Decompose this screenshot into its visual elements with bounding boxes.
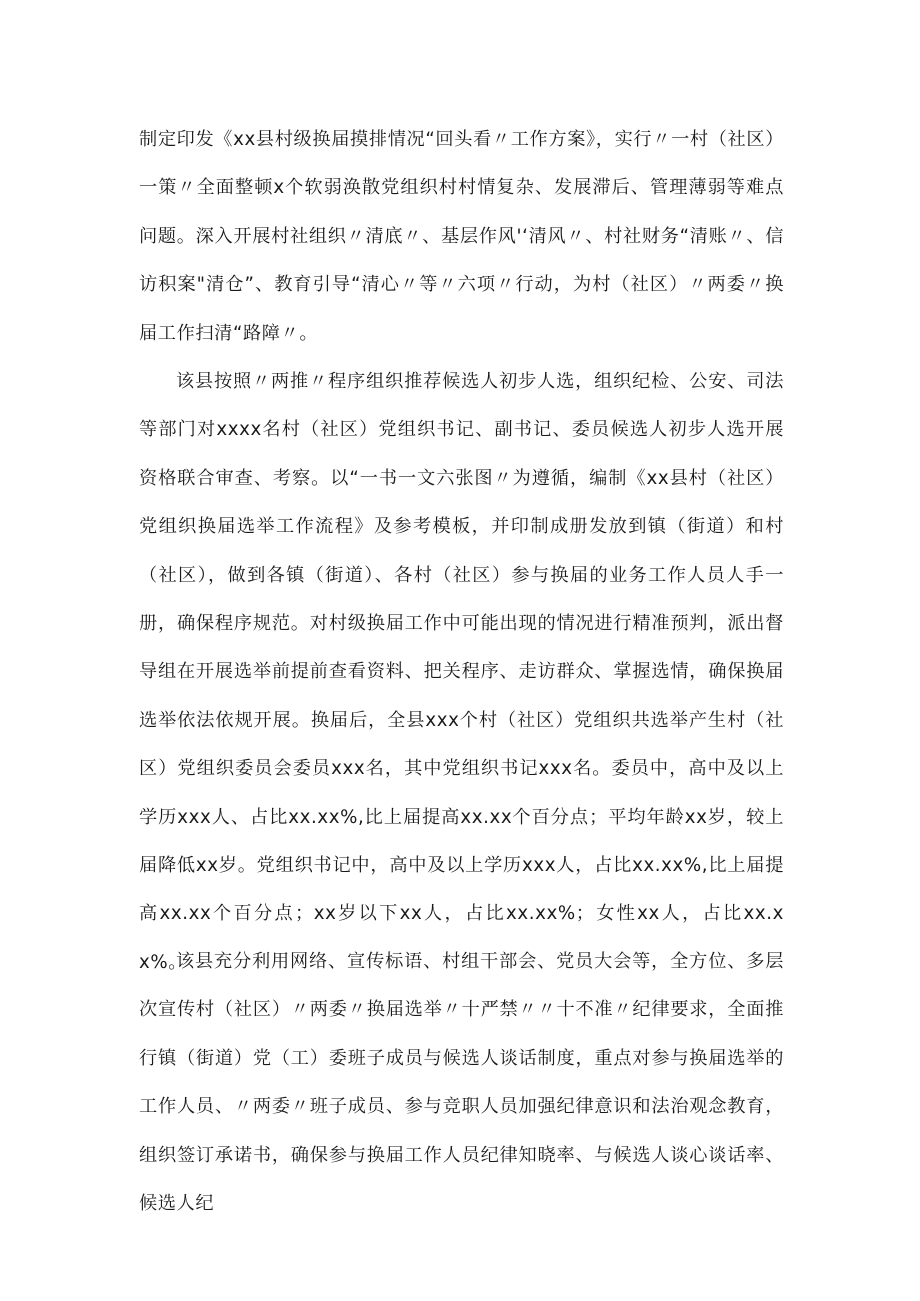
paragraph-2: 该县按照〃两推〃程序组织推荐候选人初步人选，组织纪检、公安、司法等部门对xxxx名村（社区）党组织书记、副书记、委员候选人初步人选开展资格联合审查、考察。以“一书一文六张图〃为遵循，编制《xx县村（社区）党组织换届选举工作流程》及参考模板，并印制成册发放到镇（街道）和村（社区），做到各镇（街道）、各村（社区）参与换届的业务工作人员人手一册，确保程序规范。对村级换届工作中可能出现的情况进行精准预判，派出督导组在开展选举前提前查看资料、把关程序、走访群众、掌握选情，确保换届选举依法依规开展。换届后，全县xxx个村（社区）党组织共选举产生村（社区）党组织委员会委员xxx名，其中党组织书记xxx名。委员中，高中及以上学历xxx人、占比xx.xx%,比上届提高xx.xx个百分点；平均年龄xx岁，较上届降低xx岁。党组织书记中，高中及以上学历xxx人，占比xx.xx%,比上届提高xx.xx个百分点；xx岁以下xx人，占比xx.xx%；女性xx人，占比xx.xx%。 (139, 371, 784, 973)
paragraph-1: 制定印发《xx县村级换届摸排情况“回头看〃工作方案》，实行〃一村（社区）一策〃全面整顿x个软弱涣散党组织村村情复杂、发展滞后、管理薄弱等难点问题。深入开展村社组织〃清底〃、基层作风'‘清风〃、村社财务“清账〃、信访积案"清仓”、教育引导“清心〃等〃六项〃行动，为村（社区）〃两委〃换届工作扫清“路障〃。 (139, 129, 784, 344)
paragraph-3: 该县充分利用网络、宣传标语、村组干部会、党员大会等，全方位、多层次宣传村（社区）〃两委〃换届选举〃十严禁〃〃十不准〃纪律要求，全面推行镇（街道）党（工）委班子成员与候选人谈话制度，重点对参与换届选举的工作人员、〃两委〃班子成员、参与竞职人员加强纪律意识和法治观念教育，组织签订承诺书，确保参与换届工作人员纪律知晓率、与候选人谈心谈话率、候选人纪 (139, 951, 784, 1215)
